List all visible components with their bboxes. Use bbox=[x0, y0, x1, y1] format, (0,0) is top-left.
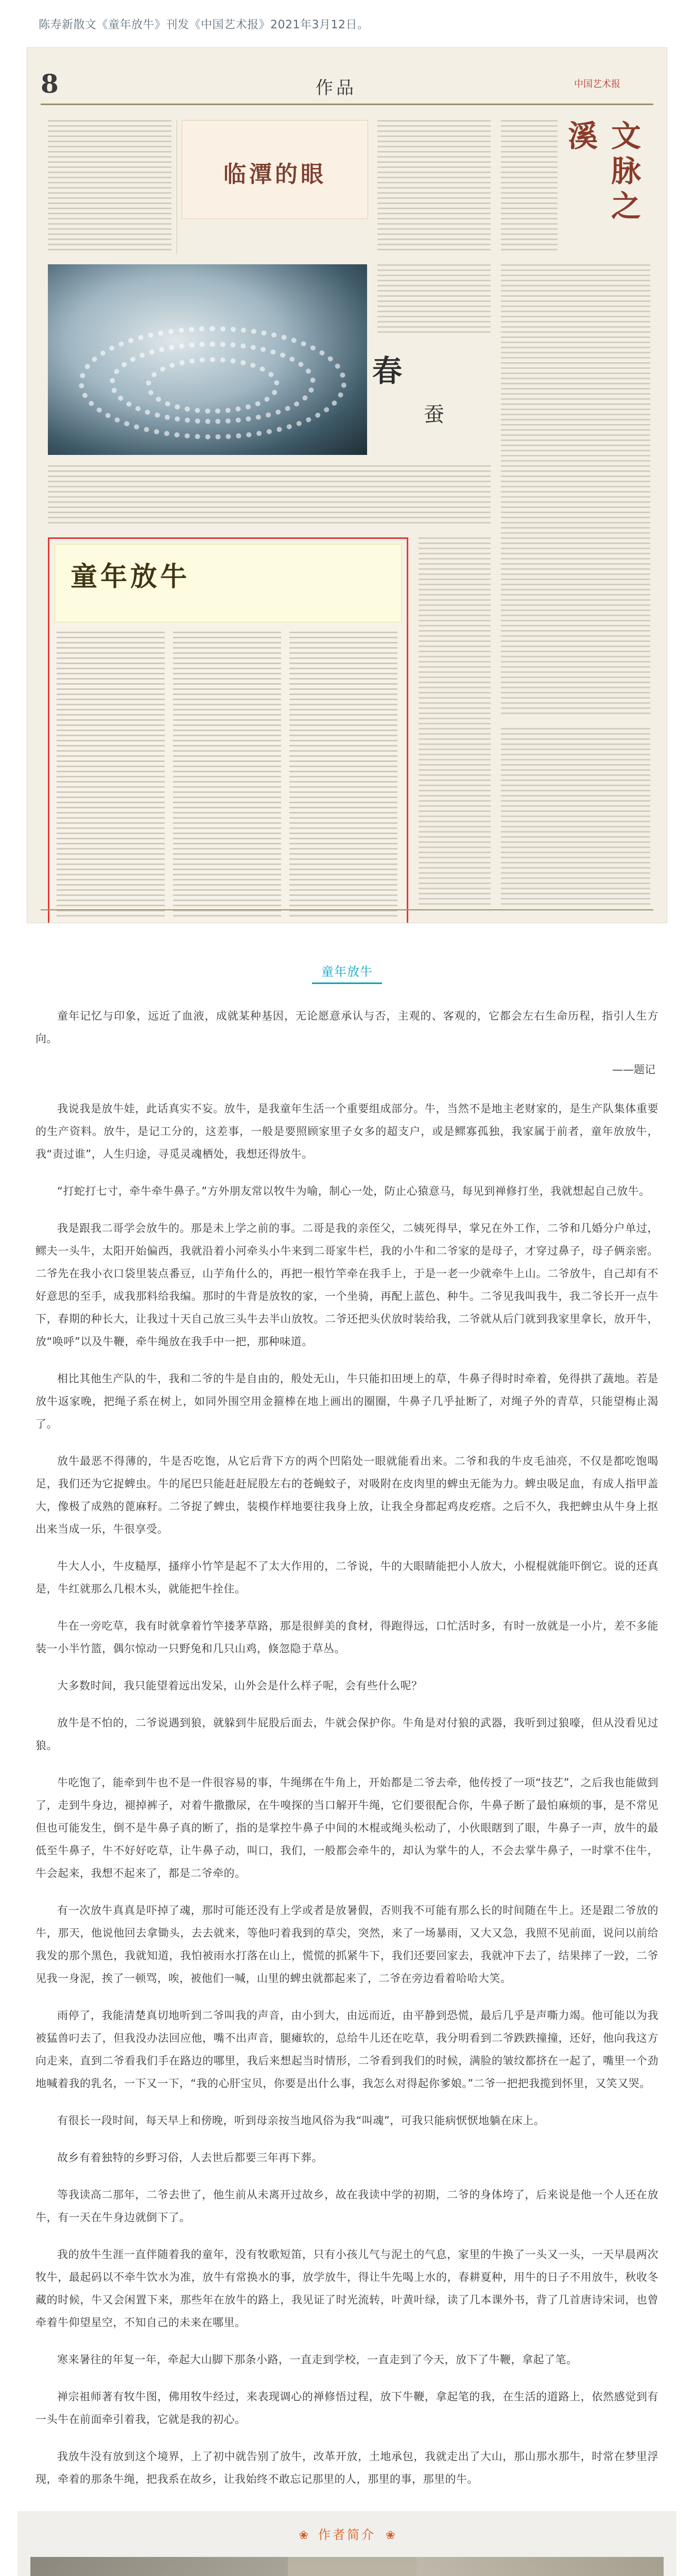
article-paragraph: 大多数时间，我只能望着远出发呆，山外会是什么样子呢，会有些什么呢？ bbox=[57, 1680, 423, 1692]
newspaper-text-block bbox=[48, 465, 491, 527]
newspaper-text-block bbox=[501, 120, 558, 254]
caption-text: 陈寿新散文《童年放牛》刊发《中国艺术报》2021年3月12日。 bbox=[39, 18, 369, 31]
article-paragraph: “打蛇打七寸，牵牛牵牛鼻子。”方外朋友常以牧牛为喻，制心一处，防止心猿意马，每见到禅修打坐，我就想起自己放牛。 bbox=[57, 1185, 650, 1197]
article-paragraph: 牛在一旁吃草，我有时就拿着竹竿搂茅草路，那是很鲜美的食材，得跑得远，口忙活时多，有时一放就是一小片，差不多能装一小半竹篮，偶尔惊动一只野兔和几只山鸡，倏忽隐于草丛。 bbox=[36, 1620, 658, 1655]
column-title: 文脉之溪 bbox=[563, 120, 641, 225]
article-paragraph: 我放牛没有放到这个境界，上了初中就告别了放牛，改革开放，土地承包，我就走出了大山，那山那水那牛，时常在梦里浮现，牵着的那条牛绳，把我系在故乡，让我始终不敢忘记那里的人，那里的事，那里的牛。 bbox=[36, 2450, 658, 2485]
article-paragraph: 有一次放牛真真是吓掉了魂，那时可能还没有上学或者是放暑假，否则我不可能有那么长的时间随在牛上。还是跟二爷放的牛，那天，他说他回去拿锄头，去去就来，等他叼着我到的草尖，突然，来了一场暴雨，又大又急，我照不见前面，说问以前给我发的那个黑色，我就知道，我怕被雨水打落在山上，慌慌的抓紧牛下，我们还要回家去，我就冲下去了，结果摔了一跤，二爷见我一身泥，挨了一顿骂，唉，被他们一喊，山里的蜱虫就都起来了，二爷在旁边看着哈哈大笑。 bbox=[36, 1904, 658, 1985]
flower-ornament-icon: ❀ bbox=[299, 2529, 308, 2542]
story-banner bbox=[55, 544, 402, 622]
subheading bbox=[0, 958, 694, 984]
image-caption bbox=[0, 0, 694, 47]
article-body bbox=[36, 1005, 658, 2490]
newspaper-section-title: 作品 bbox=[316, 78, 357, 98]
subheading-text: 童年放牛 bbox=[312, 958, 382, 984]
article-paragraph: 牛吃饱了，能牵到牛也不是一件很容易的事，牛绳绑在牛角上，开始都是二爷去牵，他传授了一项“技艺”，之后我也能做到了，走到牛身边，褪掉裤子，对着牛撒撒尿，在牛嗅探的当口解开牛绳，它们要很配合你，牛鼻子断了最怕麻烦的事，是不常见但也可能发生，倒不是牛鼻子真的断了，指的是掌控牛鼻子中间的木棍或绳头松动了，小伙眼瞎到了眼，牛鼻子一声，放牛的最低至牛鼻子，牛不好好吃草，让牛鼻子动，叫口，我们，一般都会牵牛的，却认为掌牛的人，不会去掌牛鼻子，一时掌不住牛，牛会起来，我想不起来了，都是二爷牵的。 bbox=[36, 1776, 658, 1879]
newspaper-text-block bbox=[501, 264, 650, 718]
author-intro-header bbox=[18, 2524, 676, 2543]
article-paragraph: 雨停了，我能清楚真切地听到二爷叫我的声音，由小到大，由远而近，由平静到恐慌，最后几乎是声嘶力竭。他可能以为我被猛兽叼去了，但我没办法回应他，嘴不出声音，腿瘫软的，总给牛儿还在吃草，我分明看到二爷跌跌撞撞，还好，他向我这方向走来，直到二爷看我们手在路边的哪里，我后来想起当时情形，二爷看到我们的时候，满脸的皱纹都挤在一起了，嘴里一个劲地喊着我的乳名，一下又一下，“我的心肝宝贝，你要是出什么事，我怎么对得起你爹娘。”二爷一把把我揽到怀里，又笑又哭。 bbox=[36, 2009, 658, 2090]
newspaper-text-block bbox=[377, 264, 491, 336]
article-paragraph: 禅宗祖师著有牧牛图，佛用牧牛经过，来表现调心的禅修悟过程，放下牛鞭，拿起笔的我，在生活的道路上，依然感觉到有一头牛在前面牵引着我，它就是我的初心。 bbox=[36, 2391, 658, 2426]
article-paragraph: 我说我是放牛娃，此话真实不妄。放牛，是我童年生活一个重要组成部分。牛，当然不是地主老财家的，是生产队集体重要的生产资料。放牛，是记工分的，这差事，一般是要照顾家里子女多的超支户，或是鳏寡孤独，我家属于前者，童年放放牛，我“责过谁”，人生归途，寻觅灵魂栖处，我想还得放牛。 bbox=[36, 1103, 658, 1160]
author-photo bbox=[30, 2557, 664, 2576]
article-paragraph: 寒来暑往的年复一年，牵起大山脚下那条小路，一直走到学校，一直走到了今天，放下了牛鞭，拿起了笔。 bbox=[57, 2353, 578, 2366]
story-title: 童年放牛 bbox=[71, 561, 190, 592]
photo-background-left bbox=[30, 2557, 288, 2576]
photo-caption-large: 春 bbox=[372, 353, 405, 388]
newspaper-text-block bbox=[419, 537, 491, 908]
photo-background-right bbox=[417, 2557, 664, 2576]
flower-ornament-icon: ❀ bbox=[386, 2529, 395, 2542]
newspaper-photo bbox=[48, 264, 367, 455]
article-paragraph: 放牛是不怕的，二爷说遇到狼，就躲到牛屁股后面去，牛就会保护你。牛角是对付狼的武器，我听到过狼嚎，但从没看见过狼。 bbox=[36, 1717, 658, 1752]
article-paragraph: 我是跟我二哥学会放牛的。那是未上学之前的事。二哥是我的亲侄父，二姨死得早，掌兄在外工作，二爷和几婚分户单过，鳏夫一头牛，太阳开始偏西，我就沿着小河牵头小牛来到二哥家牛栏，我的小牛和二爷家的是母子，才穿过鼻子，母子俩亲密。二爷先在我小衣口袋里装点番豆，山芋角什么的，再把一根竹竿牵在我手上，于是一老一少就牵牛上山。二爷放牛，自己却有不好意思的至手，成我那料给我编。那时的牛背是放牧的家，一个坐骑，再配上蓝色、种牛。二爷见我叫我牛，我二爷长开一点牛下，春期的种长大，让我过十天自己放三头牛去半山放牧。二爷还把头伏放时装给我，二爷就从后门就到我家里拿长，放开牛，放“唤呼”以及牛鞭，牵牛绳放在我手中一把，那种味道。 bbox=[36, 1222, 658, 1348]
article-paragraph: 放牛最恶不得薄的，牛是否吃饱，从它后背下方的两个凹陷处一眼就能看出来。二爷和我的牛皮毛油亮，不仅是都吃饱喝足，我们还为它捉蜱虫。牛的尾巴只能赶赶屁股左右的苍蝇蚊子，对吸附在皮肉里的蜱虫无能为力。蜱虫吸足血，有成人指甲盖大，像极了成熟的蓖麻籽。二爷捉了蜱虫，装模作样地要往我身上放，让我全身都起鸡皮疙瘩。之后不久，我把蜱虫从牛身上抠出来当成一乐，牛很享受。 bbox=[36, 1455, 658, 1535]
newspaper-masthead: 中国艺术报 bbox=[574, 79, 620, 90]
newspaper-page-number: 8 bbox=[41, 69, 59, 99]
newspaper-footer-rule bbox=[41, 909, 653, 910]
article-paragraph: 故乡有着独特的乡野习俗，人去世后都要三年再下葬。 bbox=[57, 2151, 323, 2164]
column-title-box bbox=[559, 120, 641, 254]
newspaper-scan bbox=[27, 47, 667, 923]
article-signoff: ——题记 bbox=[612, 1063, 655, 1076]
author-intro-title: 作者简介 bbox=[318, 2528, 376, 2542]
feature-title-box bbox=[182, 120, 368, 219]
newspaper-text-block bbox=[48, 120, 171, 254]
article-paragraph: 相比其他生产队的牛，我和二爷的牛是自由的，般处无山，牛只能扣田埂上的草，牛鼻子得时时牵着，免得拱了蔬地。若是放牛返家晚，把绳子系在树上，如同外围空用金箍棒在地上画出的圈圈，牛鼻子几乎扯断了，对绳子外的青草，只能望梅止渴了。 bbox=[36, 1372, 658, 1430]
article-paragraph: 我的放牛生涯一直伴随着我的童年，没有牧歌短笛，只有小孩儿气与泥土的气息，家里的牛换了一头又一头，一天早晨两次牧牛，最起码以不牵牛饮水为准，放牛有常换水的事，放学放牛，得让牛先喝上水的，春耕夏种，用牛的日子不用放牛，秋收冬藏的时候，牛又会闲置下来，那些年在放牛的路上，我见证了时光流转，叶黄叶绿，读了几本课外书，背了几首唐诗宋词，也曾牵着牛仰望星空，不知自己的未来在哪里。 bbox=[36, 2248, 658, 2329]
article-paragraph: 童年记忆与印象，远近了血液，成就某种基因，无论愿意承认与否，主观的、客观的，它都会左右生命历程，指引人生方向。 bbox=[36, 1010, 658, 1045]
highlighted-story bbox=[48, 537, 408, 923]
newspaper-text-block bbox=[501, 728, 650, 908]
article-paragraph: 有很长一段时间，每天早上和傍晚，听到母亲按当地风俗为我“叫魂”，可我只能病恹恹地躺在床上。 bbox=[57, 2114, 545, 2127]
article-paragraph: 牛大人小，牛皮糙厚，搔痒小竹竿是起不了太大作用的，二爷说，牛的大眼睛能把小人放大，小棍棍就能吓倒它。说的还真是，牛红就那么几根木头，就能把牛拴住。 bbox=[36, 1560, 658, 1595]
article-paragraph: 等我读高二那年，二爷去世了，他生前从未离开过故乡，故在我读中学的初期，二爷的身体垮了，后来说是他一个人还在放牛，有一天在牛身边就倒下了。 bbox=[36, 2189, 658, 2224]
author-intro bbox=[18, 2511, 676, 2576]
feature-title: 临潭的眼 bbox=[223, 161, 326, 188]
story-text-column bbox=[173, 632, 281, 917]
photo-caption-small: 蚕 bbox=[424, 403, 444, 427]
story-text-column bbox=[57, 632, 165, 917]
newspaper-text-block bbox=[377, 120, 491, 254]
photo-ring bbox=[146, 357, 280, 414]
story-text-column bbox=[289, 632, 397, 917]
